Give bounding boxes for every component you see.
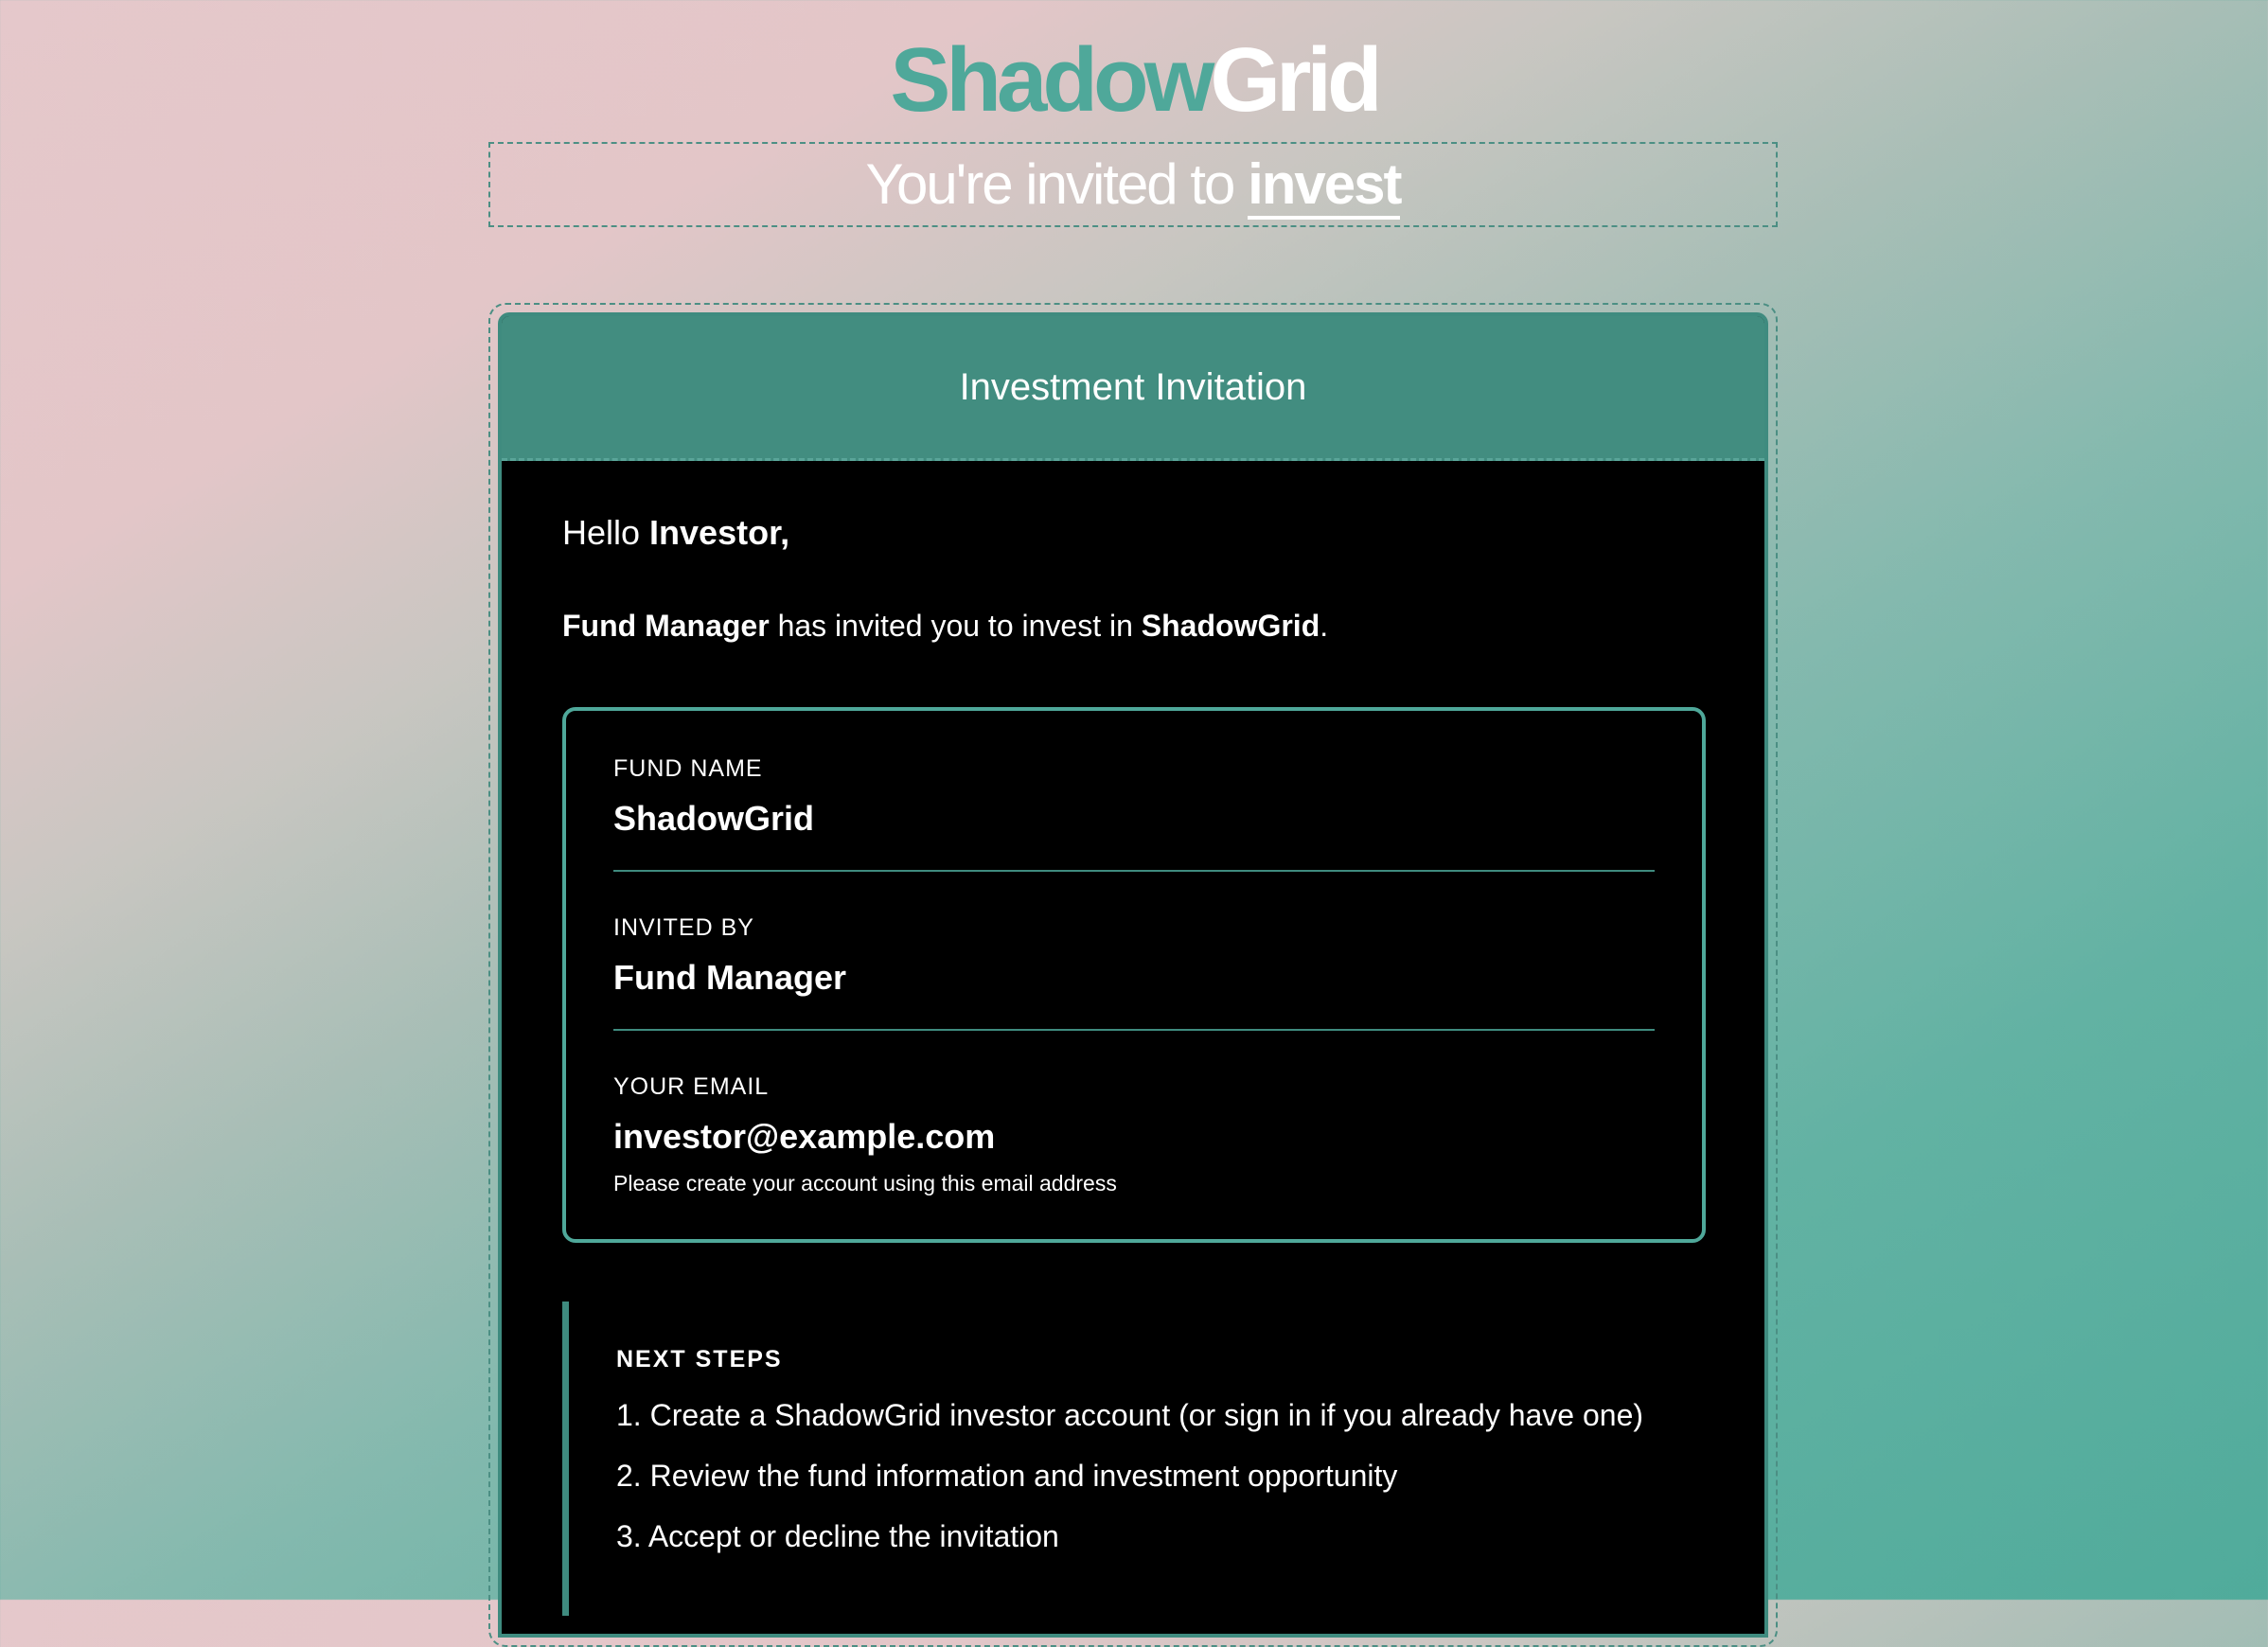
greeting-name: Investor xyxy=(649,513,781,552)
email-note: Please create your account using this email address xyxy=(613,1171,1117,1195)
invited-by-label: INVITED BY xyxy=(613,914,754,941)
greeting-prefix: Hello xyxy=(562,513,650,552)
fund-name-value: ShadowGrid xyxy=(613,799,815,838)
invite-banner xyxy=(488,142,1778,227)
next-step-item: 2. Review the fund information and investment opportunity xyxy=(616,1459,1398,1493)
email-value: investor@example.com xyxy=(613,1117,996,1156)
invite-banner-emphasis: invest xyxy=(1248,152,1400,220)
card-body xyxy=(502,514,1764,1616)
fund-name-label: FUND NAME xyxy=(613,755,763,782)
card-header-title: Investment Invitation xyxy=(959,366,1307,408)
invitation-card xyxy=(498,312,1768,1638)
fund-name-row xyxy=(613,754,1655,872)
greeting xyxy=(562,514,1704,552)
card-header xyxy=(502,316,1764,461)
next-steps xyxy=(562,1302,1704,1616)
brand-logo-part-grid: Grid xyxy=(1210,29,1378,131)
brand-logo xyxy=(0,28,2268,133)
invited-by-row xyxy=(613,913,1655,1031)
intro-inviter: Fund Manager xyxy=(562,609,770,643)
intro-middle: has invited you to invest in xyxy=(769,609,1142,643)
details-box xyxy=(562,707,1706,1243)
intro-end: . xyxy=(1320,609,1329,643)
next-step-item: 1. Create a ShadowGrid investor account (or sign in if you already have one) xyxy=(616,1398,1644,1432)
next-step-item: 3. Accept or decline the invitation xyxy=(616,1519,1059,1553)
email-row xyxy=(613,1072,1655,1197)
invite-banner-prefix: You're invited to xyxy=(865,152,1249,216)
brand-logo-part-shadow: Shadow xyxy=(890,29,1211,131)
greeting-suffix: , xyxy=(780,513,790,552)
intro-text xyxy=(562,607,1704,645)
invited-by-value: Fund Manager xyxy=(613,958,847,997)
next-steps-title: NEXT STEPS xyxy=(616,1346,783,1372)
intro-fund: ShadowGrid xyxy=(1141,609,1320,643)
email-label: YOUR EMAIL xyxy=(613,1073,770,1100)
